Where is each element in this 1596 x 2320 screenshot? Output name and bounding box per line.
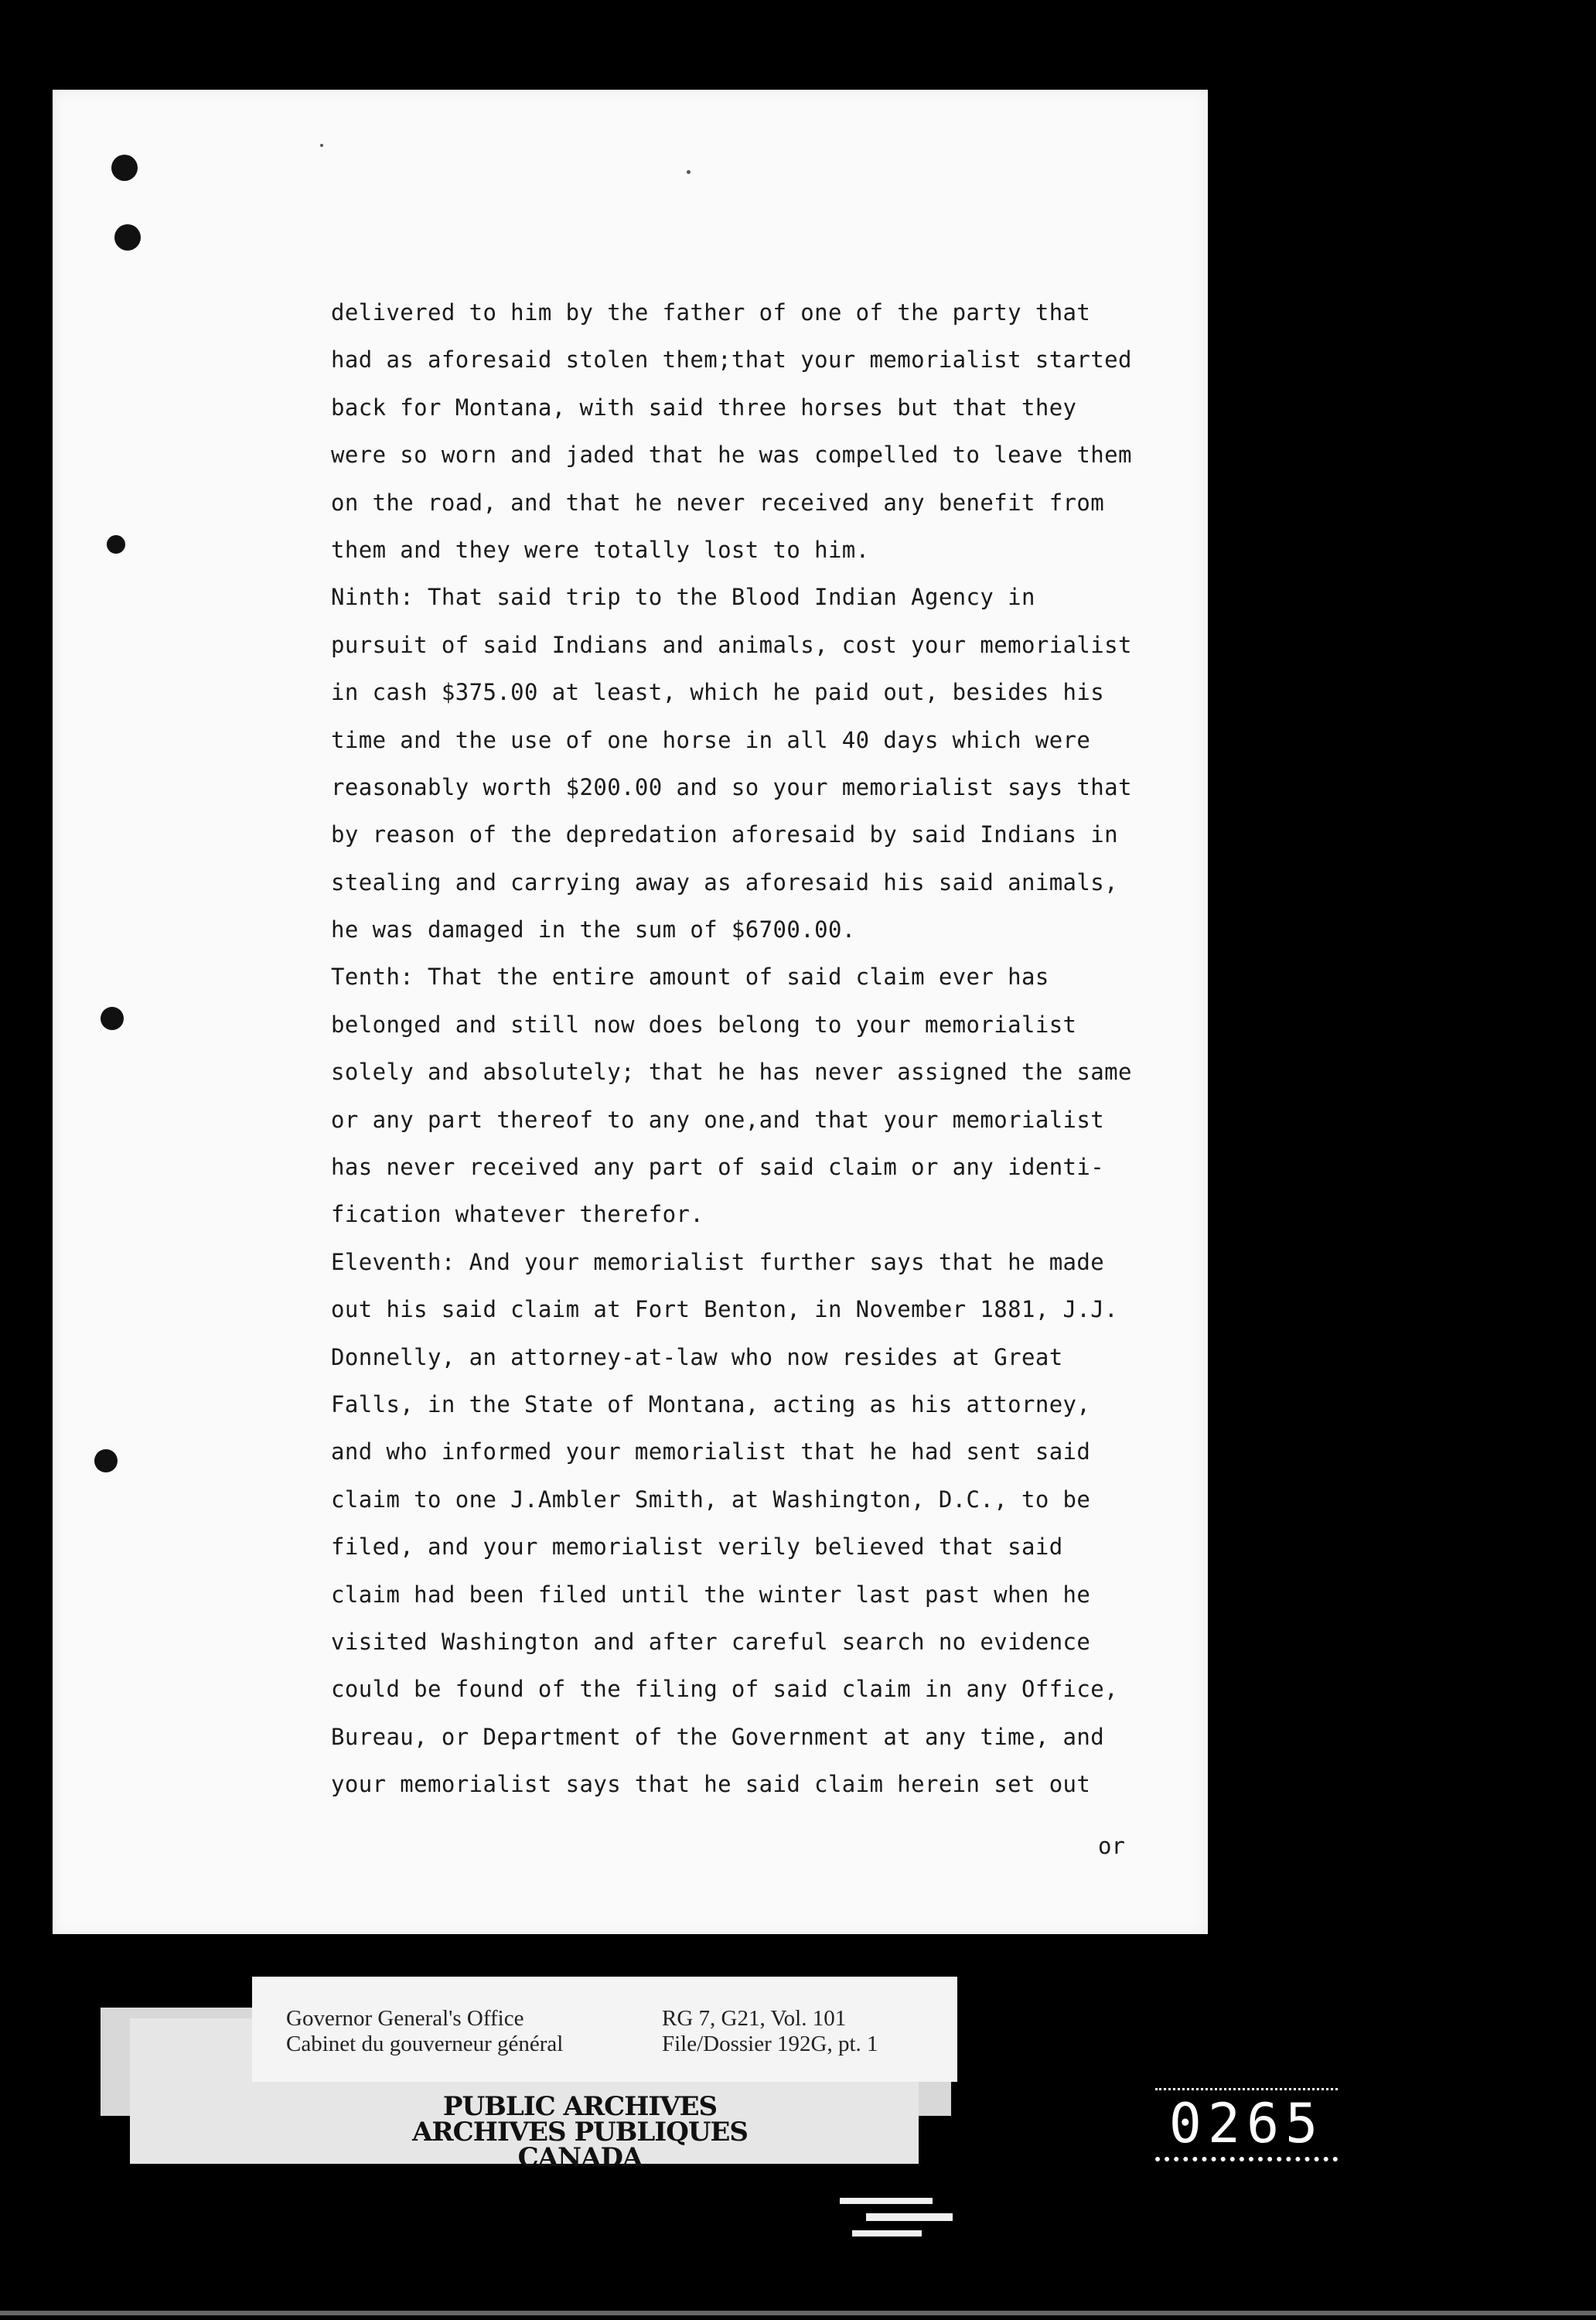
text-line: stealing and carrying away as aforesaid his said animals, [331, 868, 1118, 896]
document-page [53, 90, 1208, 1934]
archives-line-1: PUBLIC ARCHIVES [442, 2091, 718, 2122]
film-mark [866, 2213, 953, 2221]
text-line: back for Montana, with said three horses but that they [331, 394, 1077, 421]
punch-hole [114, 224, 141, 251]
catchword: or [1098, 1833, 1125, 1859]
punch-hole [94, 1449, 118, 1472]
text-line: Falls, in the State of Montana, acting as his attorney, [331, 1390, 1091, 1418]
text-line: out his said claim at Fort Benton, in November 1881, J.J. [331, 1296, 1118, 1323]
office-english: Governor General's Office [286, 2006, 524, 2031]
film-mark [840, 2198, 933, 2204]
text-line: were so worn and jaded that he was compelled to leave them [331, 442, 1132, 469]
archives-line-2: ARCHIVES PUBLIQUES [412, 2117, 748, 2148]
speck [320, 144, 323, 147]
text-line: belonged and still now does belong to your memorialist [331, 1011, 1077, 1038]
text-line: on the road, and that he never received any benefit from [331, 489, 1105, 516]
text-line: your memorialist says that he said claim herein set out [331, 1771, 1091, 1798]
punch-hole [107, 535, 125, 554]
text-line: visited Washington and after careful search no evidence [331, 1628, 1091, 1655]
punch-hole [111, 155, 138, 181]
file-reference [662, 2006, 878, 2057]
text-line: time and the use of one horse in all 40 days which were [331, 726, 1091, 753]
office-names [286, 2006, 563, 2057]
punch-hole [101, 1007, 124, 1030]
body-text [331, 289, 1220, 1809]
record-group: RG 7, G21, Vol. 101 [662, 2006, 847, 2031]
text-line: or any part thereof to any one,and that your memorialist [331, 1106, 1105, 1133]
text-line: has never received any part of said claim or any identi- [331, 1154, 1105, 1181]
text-line: claim had been filed until the winter last past when he [331, 1581, 1091, 1608]
archives-stamp [387, 2091, 773, 2173]
reference-label [252, 1977, 957, 2082]
text-line: Donnelly, an attorney-at-law who now resides at Great [331, 1343, 1063, 1370]
text-line: them and they were totally lost to him. [331, 536, 870, 563]
file-number: File/Dossier 192G, pt. 1 [662, 2032, 878, 2056]
text-line: Ninth: That said trip to the Blood Indian Agency in [331, 584, 1035, 611]
text-line: solely and absolutely; that he has never assigned the same [331, 1059, 1132, 1086]
text-line: could be found of the filing of said claim in any Office, [331, 1676, 1118, 1703]
text-line: filed, and your memorialist verily believed that said [331, 1534, 1063, 1561]
film-mark [852, 2230, 922, 2236]
film-edge [0, 2311, 1596, 2315]
text-line: reasonably worth $200.00 and so your memorialist says that [331, 773, 1132, 800]
text-line: fication whatever therefor. [331, 1201, 704, 1228]
archives-line-3: CANADA [517, 2142, 643, 2173]
speck [687, 170, 691, 174]
text-line: by reason of the depredation aforesaid by said Indians in [331, 821, 1118, 848]
text-line: had as aforesaid stolen them;that your memorialist started [331, 346, 1132, 374]
text-line: he was damaged in the sum of $6700.00. [331, 916, 856, 943]
office-french: Cabinet du gouverneur général [286, 2032, 564, 2056]
frame-number: 0265 [1155, 2088, 1338, 2161]
text-line: in cash $375.00 at least, which he paid out, besides his [331, 679, 1105, 706]
text-line: Bureau, or Department of the Government at any time, and [331, 1723, 1105, 1750]
text-line: Tenth: That the entire amount of said claim ever has [331, 964, 1049, 991]
text-line: claim to one J.Ambler Smith, at Washington, D.C., to be [331, 1486, 1091, 1513]
text-line: delivered to him by the father of one of the party that [331, 299, 1091, 326]
text-line: and who informed your memorialist that he had sent said [331, 1438, 1091, 1465]
text-line: pursuit of said Indians and animals, cost your memorialist [331, 631, 1132, 658]
text-line: Eleventh: And your memorialist further says that he made [331, 1248, 1105, 1275]
